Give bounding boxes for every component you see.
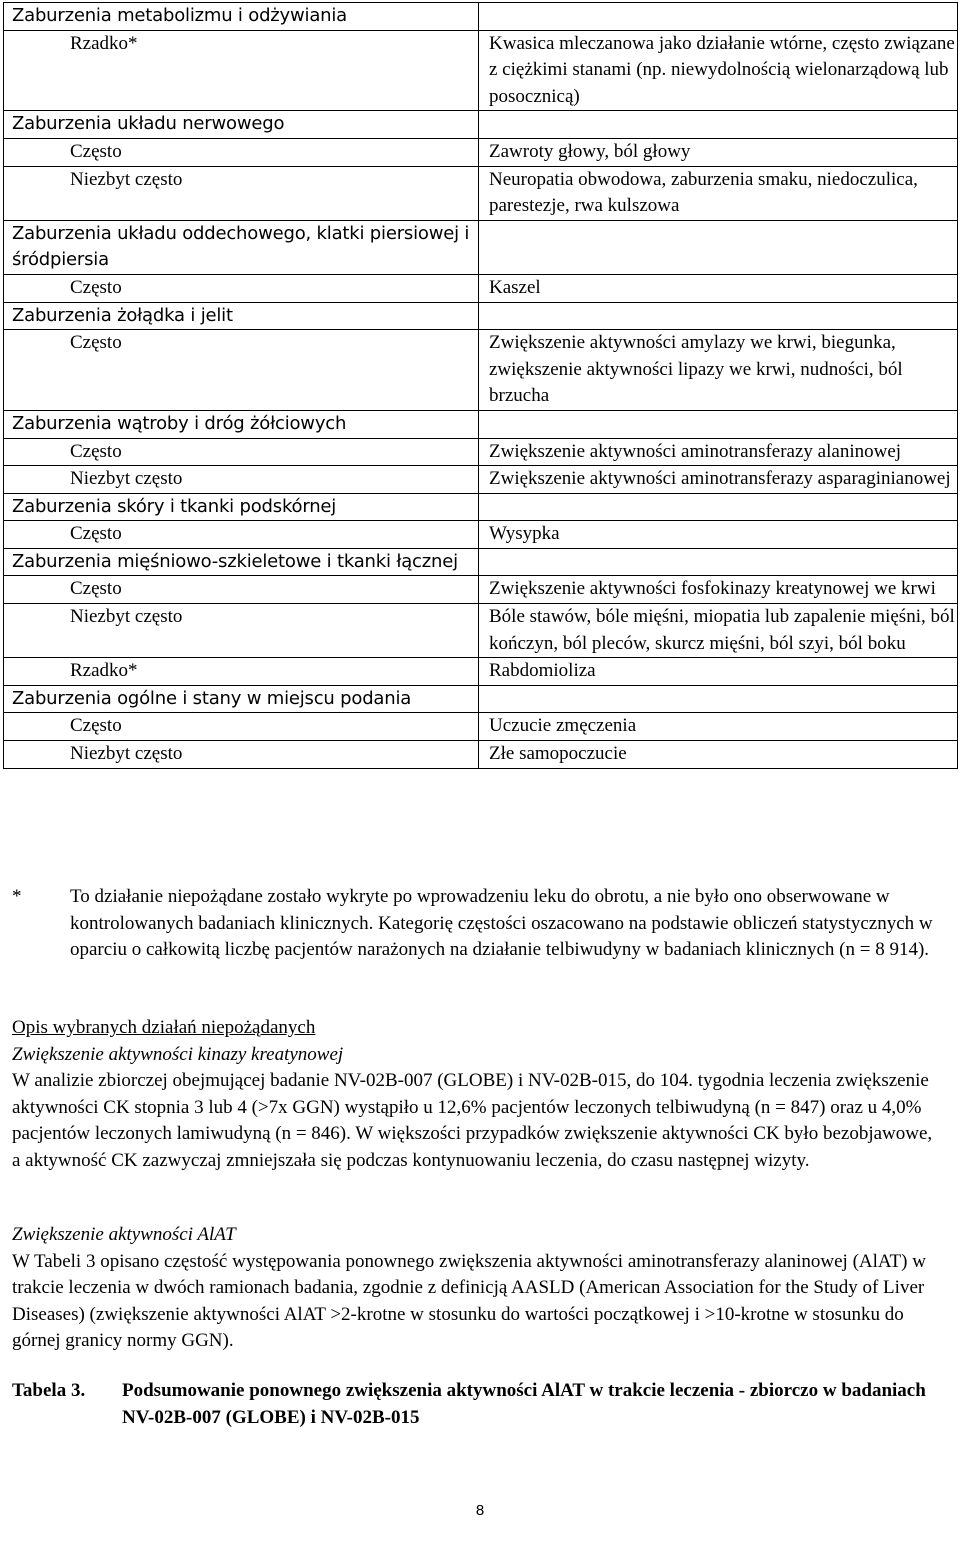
table-row-organ-class	[4, 3, 958, 31]
frequency-cell: Niezbyt często	[4, 741, 479, 769]
organ-class-cell: Zaburzenia mięśniowo-szkieletowe i tkanki łącznej	[4, 548, 479, 576]
table-row-frequency	[4, 604, 958, 658]
reaction-cell: Wysypka	[479, 521, 958, 549]
reaction-cell	[479, 3, 958, 31]
paragraph-ck: W analizie zbiorczej obejmującej badanie NV-02B-007 (GLOBE) i NV-02B-015, do 104. tygodnia leczenia zwiększenie aktywności CK stopnia 3 lub 4 (>7x GGN) wystąpiło u 12,6% pacjentów leczonych telbiwudyną (n = 847) oraz u 4,0% pacjentów leczonych lamiwudyną (n = 846). W większości przypadków zwiększenie aktywności CK było bezobjawowe, a aktywność CK zazwyczaj zmniejszała się podczas kontynuowaniu leczenia, do czasu następnej wizyty.	[12, 1070, 933, 1171]
frequency-cell: Często	[4, 438, 479, 466]
frequency-cell: Niezbyt często	[4, 604, 479, 658]
frequency-cell: Często	[4, 138, 479, 166]
reaction-cell	[479, 493, 958, 521]
table-row-organ-class	[4, 548, 958, 576]
table-row-frequency	[4, 713, 958, 741]
subsection-title-ck: Zwiększenie aktywności kinazy kreatynowej	[12, 1043, 344, 1065]
reaction-cell: Zwiększenie aktywności aminotransferazy asparaginianowej	[479, 466, 958, 494]
footnote-marker: *	[12, 886, 22, 907]
organ-class-cell: Zaburzenia ogólne i stany w miejscu podania	[4, 685, 479, 713]
organ-class-cell: Zaburzenia metabolizmu i odżywiania	[4, 3, 479, 31]
reaction-cell: Uczucie zmęczenia	[479, 713, 958, 741]
frequency-cell: Często	[4, 713, 479, 741]
table-row-organ-class	[4, 493, 958, 521]
reaction-cell	[479, 111, 958, 139]
table-row-frequency	[4, 658, 958, 686]
reaction-cell: Kwasica mleczanowa jako działanie wtórne, często związane z ciężkimi stanami (np. niewydolnością wielonarządową lub posocznicą)	[479, 30, 958, 111]
page-number: 8	[475, 1502, 485, 1519]
reaction-cell	[479, 685, 958, 713]
adverse-reactions-table	[3, 2, 958, 769]
table-row-frequency	[4, 274, 958, 302]
reaction-cell: Zwiększenie aktywności aminotransferazy alaninowej	[479, 438, 958, 466]
reaction-cell: Bóle stawów, bóle mięśni, miopatia lub zapalenie mięśni, ból kończyn, ból pleców, skurcz mięśni, ból szyi, ból boku	[479, 604, 958, 658]
table-row-frequency	[4, 438, 958, 466]
section-ck	[12, 1015, 942, 1175]
table-row-frequency	[4, 138, 958, 166]
frequency-cell: Często	[4, 274, 479, 302]
reaction-cell: Rabdomioliza	[479, 658, 958, 686]
table-row-frequency	[4, 741, 958, 769]
table-row-frequency	[4, 30, 958, 111]
organ-class-cell: Zaburzenia żołądka i jelit	[4, 302, 479, 330]
paragraph-alat: W Tabeli 3 opisano częstość występowania ponownego zwiększenia aktywności aminotransferazy alaninowej (AlAT) w trakcie leczenia w dwóch ramionach badania, zgodnie z definicją AASLD (American Association for the Study of Liver Diseases) (zwiększenie aktywności AlAT >2-krotne w stosunku do wartości początkowej i >10-krotne w stosunku do górnej granicy normy GGN).	[12, 1250, 926, 1352]
organ-class-cell: Zaburzenia wątroby i dróg żółciowych	[4, 410, 479, 438]
reaction-cell: Złe samopoczucie	[479, 741, 958, 769]
organ-class-cell: Zaburzenia układu nerwowego	[4, 111, 479, 139]
table-row-organ-class	[4, 410, 958, 438]
reaction-cell: Zawroty głowy, ból głowy	[479, 138, 958, 166]
frequency-cell: Rzadko*	[4, 658, 479, 686]
reaction-cell	[479, 220, 958, 274]
table-row-frequency	[4, 521, 958, 549]
frequency-cell: Niezbyt często	[4, 166, 479, 220]
footnote-text: To działanie niepożądane zostało wykryte po wprowadzeniu leku do obrotu, a nie było ono obserwowane w kontrolowanych badaniach klinicznych. Kategorię częstości oszacowano na podstawie obliczeń statystycznych w oparciu o całkowitą liczbę pacjentów narażonych na działanie telbiwudyny w badaniach klinicznych (n = 8 914).	[70, 886, 933, 961]
table-caption-number: Tabela 3.	[12, 1380, 86, 1401]
table-row-frequency	[4, 330, 958, 411]
reaction-cell: Neuropatia obwodowa, zaburzenia smaku, niedoczulica, parestezje, rwa kulszowa	[479, 166, 958, 220]
reaction-cell: Kaszel	[479, 274, 958, 302]
section-title: Opis wybranych działań niepożądanych	[12, 1017, 316, 1038]
table-caption	[12, 1378, 942, 1431]
table-row-frequency	[4, 576, 958, 604]
table-caption-text: Podsumowanie ponownego zwiększenia aktywności AlAT w trakcie leczenia - zbiorczo w badaniach NV-02B-007 (GLOBE) i NV-02B-015	[122, 1380, 926, 1428]
frequency-cell: Często	[4, 576, 479, 604]
reaction-cell	[479, 410, 958, 438]
table-row-organ-class	[4, 302, 958, 330]
frequency-cell: Niezbyt często	[4, 466, 479, 494]
table-footnote	[12, 884, 942, 964]
reaction-cell	[479, 302, 958, 330]
table-row-frequency	[4, 166, 958, 220]
organ-class-cell: Zaburzenia skóry i tkanki podskórnej	[4, 493, 479, 521]
subsection-title-alat: Zwiększenie aktywności AlAT	[12, 1224, 236, 1245]
reaction-cell	[479, 548, 958, 576]
table-row-organ-class	[4, 685, 958, 713]
section-alat	[12, 1222, 942, 1355]
reaction-cell: Zwiększenie aktywności fosfokinazy kreatynowej we krwi	[479, 576, 958, 604]
frequency-cell: Często	[4, 521, 479, 549]
table-row-frequency	[4, 466, 958, 494]
frequency-cell: Często	[4, 330, 479, 411]
reaction-cell: Zwiększenie aktywności amylazy we krwi, biegunka, zwiększenie aktywności lipazy we krwi, nudności, ból brzucha	[479, 330, 958, 411]
organ-class-cell: Zaburzenia układu oddechowego, klatki piersiowej i śródpiersia	[4, 220, 479, 274]
adverse-reactions-table-body	[4, 3, 958, 769]
table-row-organ-class	[4, 220, 958, 274]
frequency-cell: Rzadko*	[4, 30, 479, 111]
table-row-organ-class	[4, 111, 958, 139]
